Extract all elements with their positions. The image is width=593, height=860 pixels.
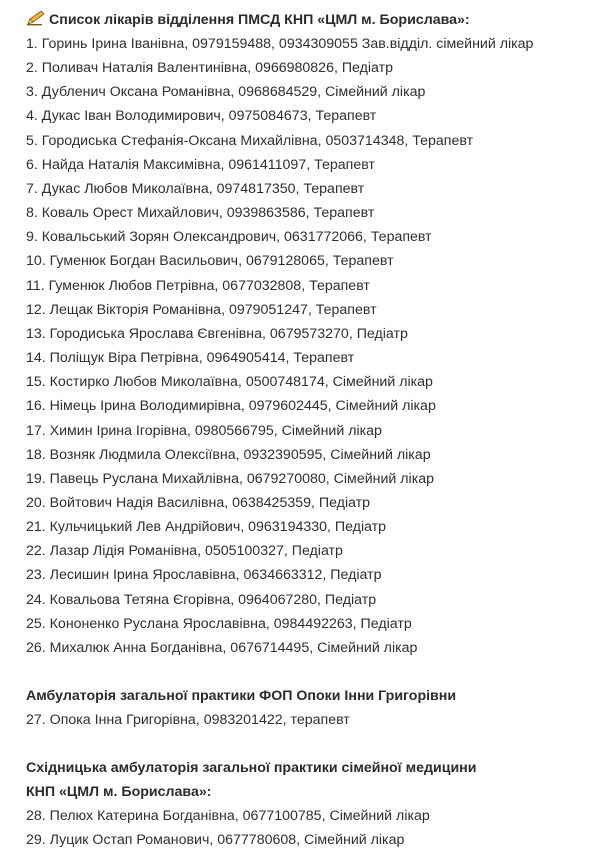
list-item: 26. Михалюк Анна Богданівна, 0676714495, Сімейний лікар <box>26 639 418 656</box>
section-1-list <box>26 32 593 660</box>
spacer <box>26 732 593 756</box>
list-item: 16. Німець Ірина Володимирівна, 0979602445, Сімейний лікар <box>26 398 436 415</box>
spacer <box>26 660 593 684</box>
list-item: 24. Ковальова Тетяна Єгорівна, 0964067280, Педіатр <box>26 591 377 608</box>
list-item: 15. Костирко Любов Миколаївна, 0500748174, Сімейний лікар <box>26 374 433 391</box>
list-item: 14. Поліщук Віра Петрівна, 0964905414, Терапевт <box>26 350 355 367</box>
list-item: 21. Кульчицький Лев Андрійович, 0963194330, Педіатр <box>26 519 387 536</box>
list-item: 11. Гуменюк Любов Петрівна, 0677032808, Терапевт <box>26 277 370 294</box>
list-item: 6. Найда Наталія Максимівна, 0961411097, Терапевт <box>26 156 375 173</box>
list-item: 23. Лесишин Ірина Ярославівна, 0634663312, Педіатр <box>26 567 382 584</box>
list-item: 1. Горинь Ірина Іванівна, 0979159488, 0934309055 Зав.відділ. сімейний лікар <box>26 36 534 52</box>
list-item: 2. Поливач Наталія Валентинівна, 0966980826, Педіатр <box>26 60 394 77</box>
section-1-title: Список лікарів відділення ПМСД КНП «ЦМЛ м. Борислава»: <box>49 12 470 28</box>
list-item: 29. Луцик Остап Романович, 0677780608, Сімейний лікар <box>26 832 405 849</box>
list-item: 12. Лещак Вікторія Романівна, 0979051247, Терапевт <box>26 301 377 318</box>
list-item: 7. Дукас Любов Миколаївна, 0974817350, Терапевт <box>26 180 365 197</box>
list-item: 8. Коваль Орест Михайлович, 0939863586, Терапевт <box>26 205 375 222</box>
list-item: 27. Опока Інна Григорівна, 0983201422, терапевт <box>26 712 350 729</box>
list-item: 10. Гуменюк Богдан Васильович, 0679128065, Терапевт <box>26 253 394 270</box>
list-item: 17. Химин Ірина Ігорівна, 0980566795, Сімейний лікар <box>26 422 382 439</box>
writing-hand-icon <box>26 10 46 26</box>
section-3-title-line-1: Східницька амбулаторія загальної практики сімейної медицини <box>26 760 477 777</box>
list-item: 5. Городиська Стефанія-Оксана Михайлівна, 0503714348, Терапевт <box>26 132 474 149</box>
section-1-heading <box>26 8 593 32</box>
section-2-list <box>26 708 593 732</box>
list-item: 13. Городиська Ярослава Євгенівна, 0679573270, Педіатр <box>26 325 408 342</box>
list-item: 22. Лазар Лідія Романівна, 0505100327, Педіатр <box>26 543 343 560</box>
list-item: 19. Павець Руслана Михайлівна, 0679270080, Сімейний лікар <box>26 470 434 487</box>
section-3-list <box>26 804 593 852</box>
list-item: 3. Дубленич Оксана Романівна, 0968684529, Сімейний лікар <box>26 84 426 101</box>
list-item: 20. Войтович Надія Василівна, 0638425359, Педіатр <box>26 494 371 511</box>
list-item: 28. Пелюх Катерина Богданівна, 0677100785, Сімейний лікар <box>26 808 430 825</box>
list-item: 25. Кононенко Руслана Ярославівна, 0984492263, Педіатр <box>26 615 412 632</box>
section-3-title-line-2: КНП «ЦМЛ м. Борислава»: <box>26 784 212 801</box>
list-item: 9. Ковальський Зорян Олександрович, 0631772066, Терапевт <box>26 229 432 246</box>
list-item: 4. Дукас Іван Володимирович, 0975084673, Терапевт <box>26 108 377 125</box>
list-item: 18. Возняк Людмила Олексіївна, 0932390595, Сімейний лікар <box>26 446 431 463</box>
section-2-title: Амбулаторія загальної практики ФОП Опоки Інни Григорівни <box>26 688 457 705</box>
